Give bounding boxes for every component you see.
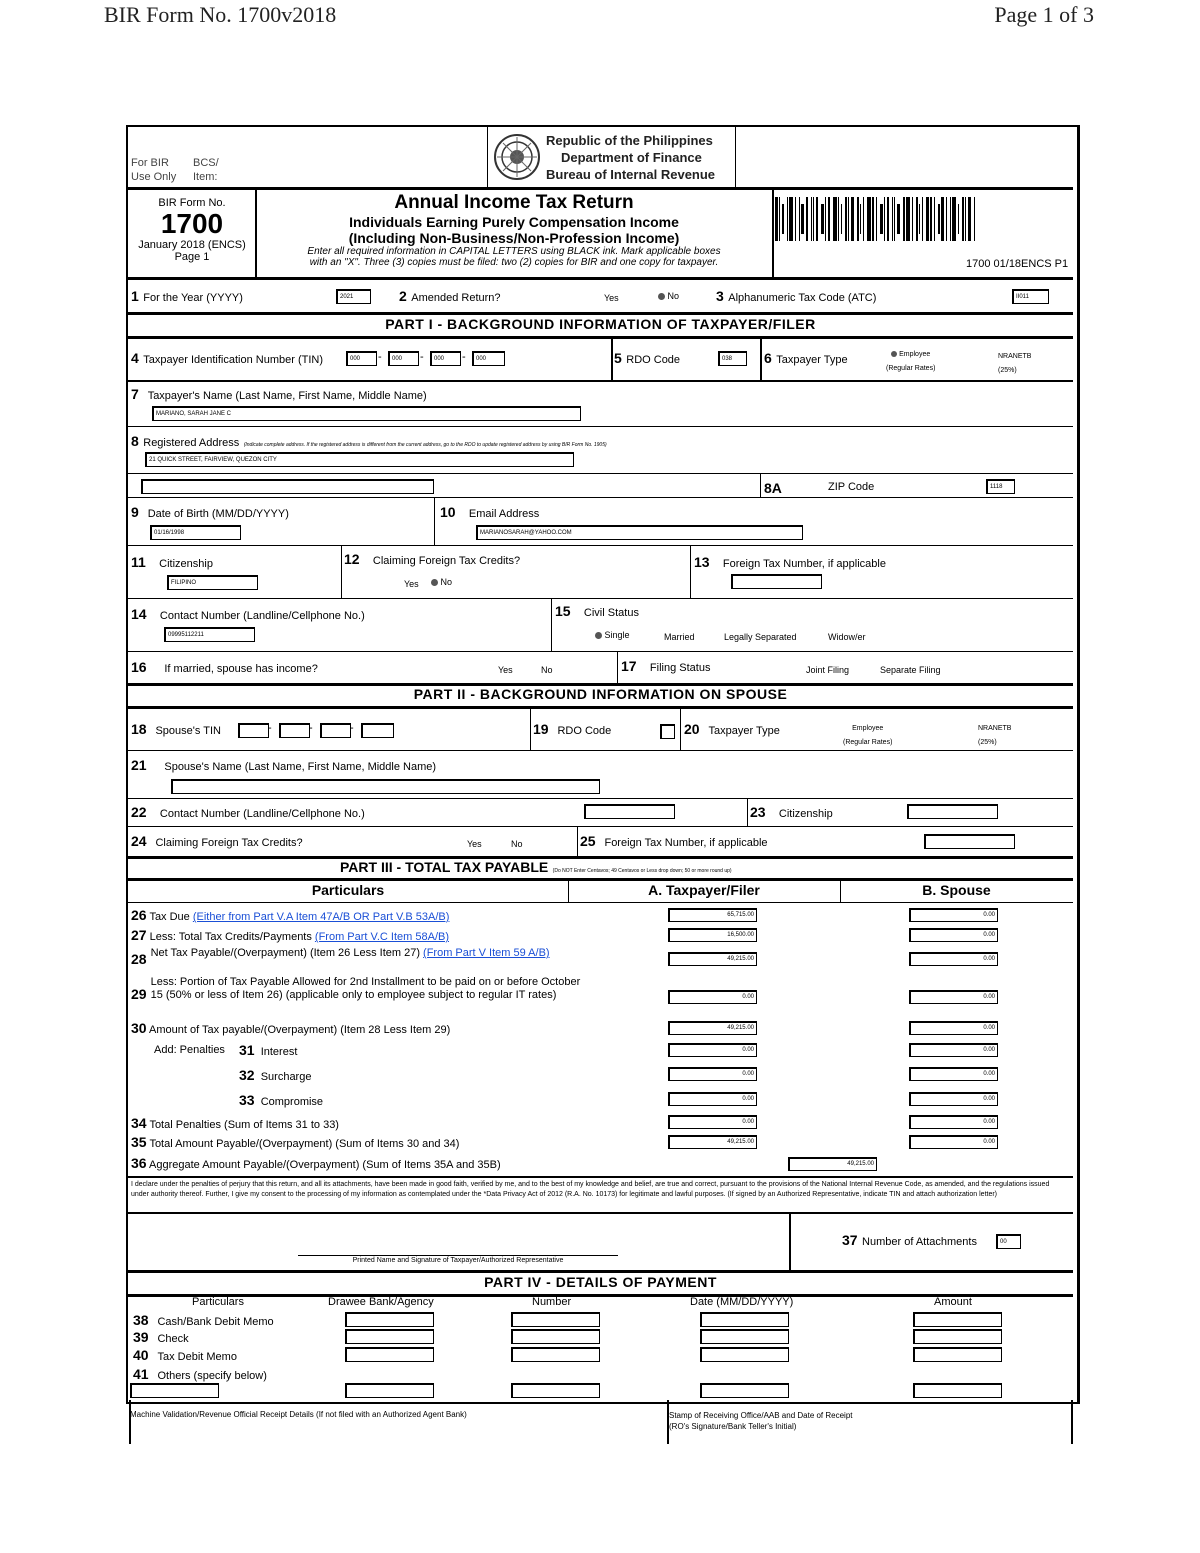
spouse-tin-2[interactable] (279, 723, 310, 738)
payment-row-38: 38 Cash/Bank Debit Memo (133, 1312, 274, 1328)
row-27: 27 Less: Total Tax Credits/Payments (From Part V.C Item 58A/B) (131, 927, 449, 943)
barcode-bar (916, 197, 918, 241)
citizenship-input[interactable]: FILIPINO (167, 575, 258, 590)
spouse-foreign-no[interactable]: No (511, 839, 523, 849)
row-26-a[interactable]: 65,715.00 (668, 908, 757, 922)
row-27-a[interactable]: 16,500.00 (668, 928, 757, 942)
spouse-foreign-yes[interactable]: Yes (467, 839, 482, 849)
barcode-bar (884, 197, 885, 241)
form-number-block: BIR Form No. 1700 January 2018 (ENCS) Page 1 (138, 197, 246, 263)
barcode-bar (813, 197, 814, 241)
tin-4[interactable]: 000 (472, 351, 505, 366)
barcode-bar (962, 197, 964, 241)
row-28: 28 Net Tax Payable/(Overpayment) (Item 26 Less Item 27) (From Part V Item 59 A/B) (131, 947, 550, 967)
row-35-b[interactable]: 0.00 (909, 1135, 998, 1149)
payment-field[interactable] (511, 1312, 600, 1327)
row-26: 26 Tax Due (Either from Part V.A Item 47A/B OR Part V.B 53A/B) (131, 907, 450, 923)
civil-married[interactable]: Married (664, 632, 695, 642)
barcode-bar (952, 197, 956, 241)
employee-option[interactable]: Employee (Regular Rates) (886, 351, 936, 372)
tin-1[interactable]: 000 (346, 351, 377, 366)
barcode-bar (867, 197, 871, 241)
row-34-b[interactable]: 0.00 (909, 1115, 998, 1129)
address-input[interactable]: 21 QUICK STREET, FAIRVIEW, QUEZON CITY (145, 452, 574, 467)
row-35-a[interactable]: 49,215.00 (668, 1135, 757, 1149)
rdo-input[interactable]: 038 (718, 351, 747, 366)
row-36: 36 Aggregate Amount Payable/(Overpayment) (Sum of Items 35A and 35B) (131, 1155, 501, 1171)
barcode-bar (941, 197, 944, 241)
barcode-bar (782, 204, 784, 234)
nranetb-option[interactable]: NRANETB (25%) (998, 353, 1032, 374)
row-27-b[interactable]: 0.00 (909, 928, 998, 942)
spouse-contact-input[interactable] (584, 804, 675, 819)
form-title-block: Annual Income Tax Return Individuals Earning Purely Compensation Income (Including Non-Business/Non-Profession Income) Enter all required information in CAPITAL LETTERS using BLACK ink. Mark applicable boxes with an "X". Three (3) copies must be filed: two (2) copies for BIR and one copy for taxpayer. (307, 192, 721, 268)
row-36-aggregate[interactable]: 49,215.00 (788, 1157, 877, 1171)
barcode-bar (894, 197, 895, 241)
barcode-bar (851, 197, 854, 241)
barcode-bar (968, 197, 971, 241)
barcode-bar (838, 197, 839, 241)
amended-no[interactable]: No (658, 291, 679, 301)
address-line2-input[interactable] (141, 479, 434, 494)
barcode-bar (860, 204, 861, 234)
payment-field[interactable] (345, 1347, 434, 1362)
payment-field[interactable] (700, 1347, 789, 1362)
barcode-bar (789, 197, 793, 241)
for-bir-use: For BIR Use Only (131, 157, 177, 183)
row-34: 34 Total Penalties (Sum of Items 31 to 33) (131, 1115, 339, 1131)
barcode-bar (922, 197, 923, 241)
barcode-bar (787, 197, 788, 241)
tin-2[interactable]: 000 (388, 351, 419, 366)
contact-input[interactable]: 09995112211 (164, 627, 255, 642)
payment-field[interactable] (700, 1312, 789, 1327)
barcode-bar (825, 197, 826, 241)
barcode-bar (930, 197, 932, 241)
barcode-bar (872, 197, 874, 241)
barcode-bar (799, 197, 800, 241)
page-form-ref: BIR Form No. 1700v2018 (104, 2, 337, 27)
row-32: 32 Surcharge (239, 1067, 312, 1083)
spouse-employee-option[interactable]: Employee (Regular Rates) (843, 725, 893, 746)
row-33-a[interactable]: 0.00 (668, 1092, 757, 1106)
payment-field[interactable] (511, 1329, 600, 1344)
civil-separated[interactable]: Legally Separated (724, 632, 797, 642)
barcode-bar (965, 197, 966, 241)
foreign-credit-yes[interactable]: Yes (404, 579, 419, 589)
signature-label: Printed Name and Signature of Taxpayer/Authorized Representative (352, 1257, 564, 1264)
row-28-a[interactable]: 49,215.00 (668, 952, 757, 966)
barcode-bar (926, 197, 929, 241)
spouse-citizenship-input[interactable] (907, 804, 998, 819)
spouse-tin-3[interactable] (320, 723, 351, 738)
payment-field[interactable] (913, 1329, 1002, 1344)
radio-selected-icon (658, 293, 665, 300)
radio-selected-icon (431, 579, 438, 586)
payment-other-field[interactable] (700, 1383, 789, 1398)
barcode-bar (880, 204, 883, 234)
row-28-b[interactable]: 0.00 (909, 952, 998, 966)
foreign-tax-number-input[interactable] (731, 574, 822, 589)
foreign-credit-no[interactable]: No (431, 577, 452, 587)
bcs-item: BCS/ Item: (193, 157, 219, 183)
payment-field[interactable] (345, 1312, 434, 1327)
attachments-input[interactable]: 00 (996, 1234, 1021, 1249)
taxpayer-name-input[interactable]: MARIANO, SARAH JANE C (152, 406, 581, 421)
row-33-b[interactable]: 0.00 (909, 1092, 998, 1106)
civil-widower[interactable]: Widow/er (828, 632, 866, 642)
machine-validation-label: Machine Validation/Revenue Official Receipt Details (If not filed with an Authorized Agent Bank) (130, 1410, 467, 1419)
barcode-code: 1700 01/18ENCS P1 (966, 258, 1069, 270)
barcode-bar (821, 204, 824, 234)
stamp-label: Stamp of Receiving Office/AAB and Date of Receipt (RO's Signature/Bank Teller's Initial) (669, 1411, 853, 1431)
barcode-bar (811, 197, 812, 241)
row-30-b[interactable]: 0.00 (909, 1021, 998, 1035)
barcode-bar (779, 197, 780, 241)
barcode-bar (863, 197, 864, 241)
barcode-bar (795, 197, 796, 241)
payment-field[interactable] (345, 1329, 434, 1344)
page-number: Page 1 of 3 (994, 2, 1094, 27)
row-30-a[interactable]: 49,215.00 (668, 1021, 757, 1035)
payment-field[interactable] (700, 1329, 789, 1344)
barcode-bar (974, 197, 975, 241)
row-32-b[interactable]: 0.00 (909, 1067, 998, 1081)
row-32-a[interactable]: 0.00 (668, 1067, 757, 1081)
barcode-bar (806, 197, 808, 241)
row-26-b[interactable]: 0.00 (909, 908, 998, 922)
barcode-bar (828, 197, 830, 241)
barcode-bar (958, 204, 959, 234)
barcode-bar (841, 204, 842, 234)
payment-other-field[interactable] (511, 1383, 600, 1398)
row-31-a[interactable]: 0.00 (668, 1043, 757, 1057)
barcode-bar (919, 204, 920, 234)
barcode-bar (897, 204, 900, 234)
row-29-b[interactable]: 0.00 (909, 990, 998, 1004)
barcode-bar (938, 204, 940, 234)
barcode-bar (848, 197, 849, 241)
barcode-bar (845, 197, 847, 241)
year-input[interactable]: 2021 (336, 289, 371, 304)
barcode-bar (857, 197, 859, 241)
dob-input[interactable]: 01/16/1998 (150, 525, 241, 540)
row-31: 31 Interest (239, 1042, 298, 1058)
payment-field[interactable] (913, 1347, 1002, 1362)
spouse-income-yes[interactable]: Yes (498, 665, 513, 675)
payment-row-40: 40 Tax Debit Memo (133, 1347, 237, 1363)
spouse-name-input[interactable] (171, 779, 600, 794)
part3-title: PART III - TOTAL TAX PAYABLE (Do NOT Enter Centavos; 49 Centavos or Less drop down; 50 or more round up) (340, 859, 732, 875)
barcode-bar (906, 197, 910, 241)
row-33: 33 Compromise (239, 1092, 324, 1108)
row-34-a[interactable]: 0.00 (668, 1115, 757, 1129)
payment-row-39: 39 Check (133, 1329, 189, 1345)
barcode-bar (912, 197, 913, 241)
barcode-bar (833, 197, 837, 241)
part4-title: PART IV - DETAILS OF PAYMENT (484, 1274, 717, 1290)
spouse-tin-4[interactable] (361, 723, 394, 738)
barcode-bar (775, 197, 778, 241)
email-input[interactable]: MARIANOSARAH@YAHOO.COM (476, 525, 803, 540)
barcode-bar (950, 197, 951, 241)
barcode-bar (903, 197, 905, 241)
barcode-bar (946, 197, 947, 241)
separate-filing[interactable]: Separate Filing (880, 665, 941, 675)
civil-single[interactable]: Single (595, 630, 630, 640)
barcode-bar (876, 197, 877, 241)
row-31-b[interactable]: 0.00 (909, 1043, 998, 1057)
barcode-bar (934, 197, 935, 241)
payment-other-field[interactable] (345, 1383, 434, 1398)
spouse-nranetb-option[interactable]: NRANETB (25%) (978, 725, 1012, 746)
payment-other-field[interactable] (913, 1383, 1002, 1398)
atc-input[interactable]: II011 (1012, 289, 1049, 304)
tin-3[interactable]: 000 (430, 351, 461, 366)
spouse-ftn-input[interactable] (924, 834, 1015, 849)
payment-row-41: 41 Others (specify below) (133, 1366, 267, 1382)
barcode-bar (816, 197, 818, 241)
zip-input[interactable]: 1118 (986, 479, 1015, 494)
barcode (775, 197, 1071, 241)
barcode-bar (801, 204, 804, 234)
payment-field[interactable] (511, 1347, 600, 1362)
row-29-a[interactable]: 0.00 (668, 990, 757, 1004)
row-30: 30 Amount of Tax payable/(Overpayment) (Item 28 Less Item 29) (131, 1020, 451, 1036)
barcode-bar (892, 197, 893, 241)
bir-seal-icon (493, 133, 541, 181)
spouse-tin-1[interactable] (238, 723, 269, 738)
payment-field[interactable] (913, 1312, 1002, 1327)
row-29: 29 Less: Portion of Tax Payable Allowed for 2nd Installment to be paid on or before October 15 (50% or less of Item 26) (applicable only to employee subject to regular IT rates) (131, 976, 581, 1002)
payment-other-field[interactable] (130, 1383, 219, 1398)
amended-yes[interactable]: Yes (604, 293, 619, 303)
part2-title: PART II - BACKGROUND INFORMATION ON SPOUSE (413, 686, 788, 702)
spouse-rdo-input[interactable] (660, 724, 675, 739)
radio-selected-icon (595, 632, 602, 639)
declaration: I declare under the penalties of perjury that this return, and all its attachments, have been made in good faith, verified by me, and to the best of my knowledge and belief, are true and correct, pursuant to the provisions of the National Internal Revenue Code, as amended, and the regulations issued under authority thereof. Further, I give my consent to the processing of my information as contemplated under the *Data Privacy Act of 2012 (R.A. No. 10173) for legitimate and lawful purposes. (If signed by an Authorized Representative, indicate TIN and attach authorization letter) (131, 1181, 1050, 1198)
agency-block: Republic of the Philippines Department of Finance Bureau of Internal Revenue (546, 133, 716, 182)
row-35: 35 Total Amount Payable/(Overpayment) (Sum of Items 30 and 34) (131, 1134, 460, 1150)
barcode-bar (887, 197, 889, 241)
spouse-income-no[interactable]: No (541, 665, 553, 675)
part1-title: PART I - BACKGROUND INFORMATION OF TAXPAYER/FILER (385, 316, 816, 332)
joint-filing[interactable]: Joint Filing (806, 665, 850, 675)
